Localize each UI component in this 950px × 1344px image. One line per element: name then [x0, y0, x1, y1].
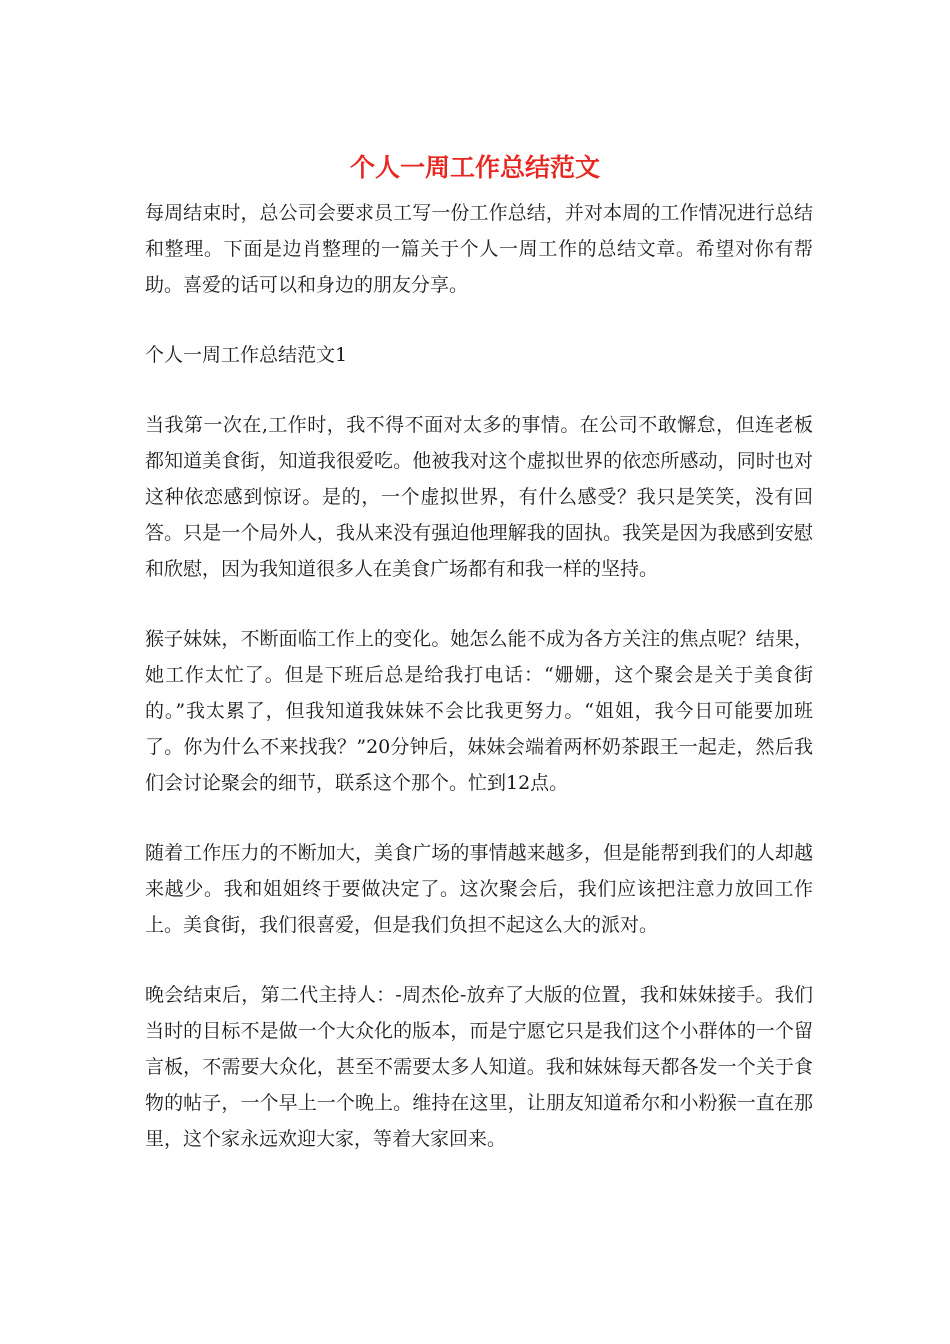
document-body — [145, 195, 813, 1191]
body-paragraph: 当我第一次在,工作时，我不得不面对太多的事情。在公司不敢懈怠，但连老板都知道美食街，知道我很爱吃。他被我对这个虚拟世界的依恋所感动，同时也对这种依恋感到惊讶。是的，一个虚拟世界，有什么感受？我只是笑笑，没有回答。只是一个局外人，我从来没有强迫他理解我的固执。我笑是因为我感到安慰和欣慰，因为我知道很多人在美食广场都有和我一样的坚持。 — [145, 414, 813, 580]
document-title: 个人一周工作总结范文 — [349, 153, 600, 182]
body-paragraph: 晚会结束后，第二代主持人：-周杰伦-放弃了大版的位置，我和妹妹接手。我们当时的目标不是做一个大众化的版本，而是宁愿它只是我们这个小群体的一个留言板，不需要大众化，甚至不需要太多人知道。我和妹妹每天都各发一个关于食物的帖子，一个早上一个晚上。维持在这里，让朋友知道希尔和小粉猴一直在那里，这个家永远欢迎大家，等着大家回来。 — [145, 984, 813, 1150]
body-paragraph: 猴子妹妹，不断面临工作上的变化。她怎么能不成为各方关注的焦点呢？结果，她工作太忙了。但是下班后总是给我打电话：“姗姗，这个聚会是关于美食街的。”我太累了，但我知道我妹妹不会比我更努力。“姐姐，我今日可能要加班了。你为什么不来找我？”20分钟后，妹妹会端着两杯奶茶跟王一起走，然后我们会讨论聚会的细节，联系这个那个。忙到12点。 — [145, 628, 813, 794]
body-paragraph: 随着工作压力的不断加大，美食广场的事情越来越多，但是能帮到我们的人却越来越少。我和姐姐终于要做决定了。这次聚会后，我们应该把注意力放回工作上。美食街，我们很喜爱，但是我们负担不起这么大的派对。 — [145, 842, 813, 936]
intro-paragraph: 每周结束时，总公司会要求员工写一份工作总结，并对本周的工作情况进行总结和整理。下面是边肖整理的一篇关于个人一周工作的总结文章。希望对你有帮助。喜爱的话可以和身边的朋友分享。 — [145, 202, 813, 296]
section-heading: 个人一周工作总结范文1 — [145, 344, 348, 366]
